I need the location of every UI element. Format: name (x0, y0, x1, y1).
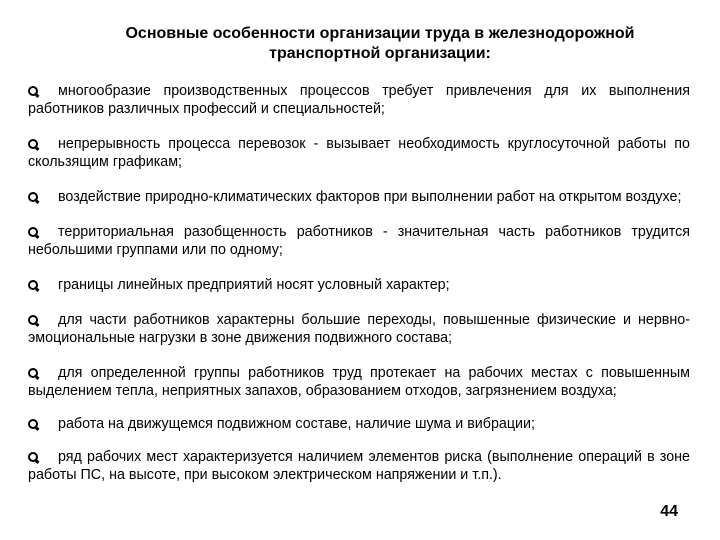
list-item-text: территориальная разобщенность работников - значительная часть работников трудится небольшими группами или по одному; (28, 224, 690, 258)
features-list (28, 82, 690, 484)
square-bullet-icon (28, 139, 38, 149)
list-item (28, 415, 690, 433)
list-item (28, 223, 690, 259)
list-item-text: воздействие природно-климатических факторов при выполнении работ на открытом воздухе; (58, 189, 682, 205)
list-item-text: работа на движущемся подвижном составе, наличие шума и вибрации; (58, 416, 535, 432)
list-item (28, 276, 690, 294)
square-bullet-icon (28, 86, 38, 96)
title-line-1: Основные особенности организации труда в железнодорожной (125, 25, 635, 42)
list-item-text: многообразие производственных процессов требует привлечения для их выполнения работников различных профессий и специальностей; (28, 83, 690, 117)
square-bullet-icon (28, 452, 38, 462)
title-line-2: транспортной организации: (269, 45, 491, 62)
square-bullet-icon (28, 192, 38, 202)
square-bullet-icon (28, 368, 38, 378)
square-bullet-icon (28, 419, 38, 429)
square-bullet-icon (28, 280, 38, 290)
list-item (28, 135, 690, 171)
page-number: 44 (660, 503, 678, 520)
list-item (28, 188, 690, 206)
list-item-text: ряд рабочих мест характеризуется наличием элементов риска (выполнение операций в зоне работы ПС, на высоте, при высоком электрическом напряжении и т.п.). (28, 449, 690, 483)
list-item (28, 311, 690, 347)
list-item-text: для определенной группы работников труд протекает на рабочих местах с повышенным выделением тепла, неприятных запахов, образованием отходов, загрязнением воздуха; (28, 365, 690, 399)
square-bullet-icon (28, 315, 38, 325)
square-bullet-icon (28, 227, 38, 237)
list-item-text: непрерывность процесса перевозок - вызывает необходимость круглосуточной работы по скользящим графикам; (28, 136, 690, 170)
list-item (28, 82, 690, 118)
slide-title (60, 24, 700, 64)
list-item-text: границы линейных предприятий носят условный характер; (58, 277, 450, 293)
list-item (28, 364, 690, 400)
list-item (28, 448, 690, 484)
list-item-text: для части работников характерны большие переходы, повышенные физические и нервно-эмоциональные нагрузки в зоне движения подвижного состава; (28, 312, 690, 346)
